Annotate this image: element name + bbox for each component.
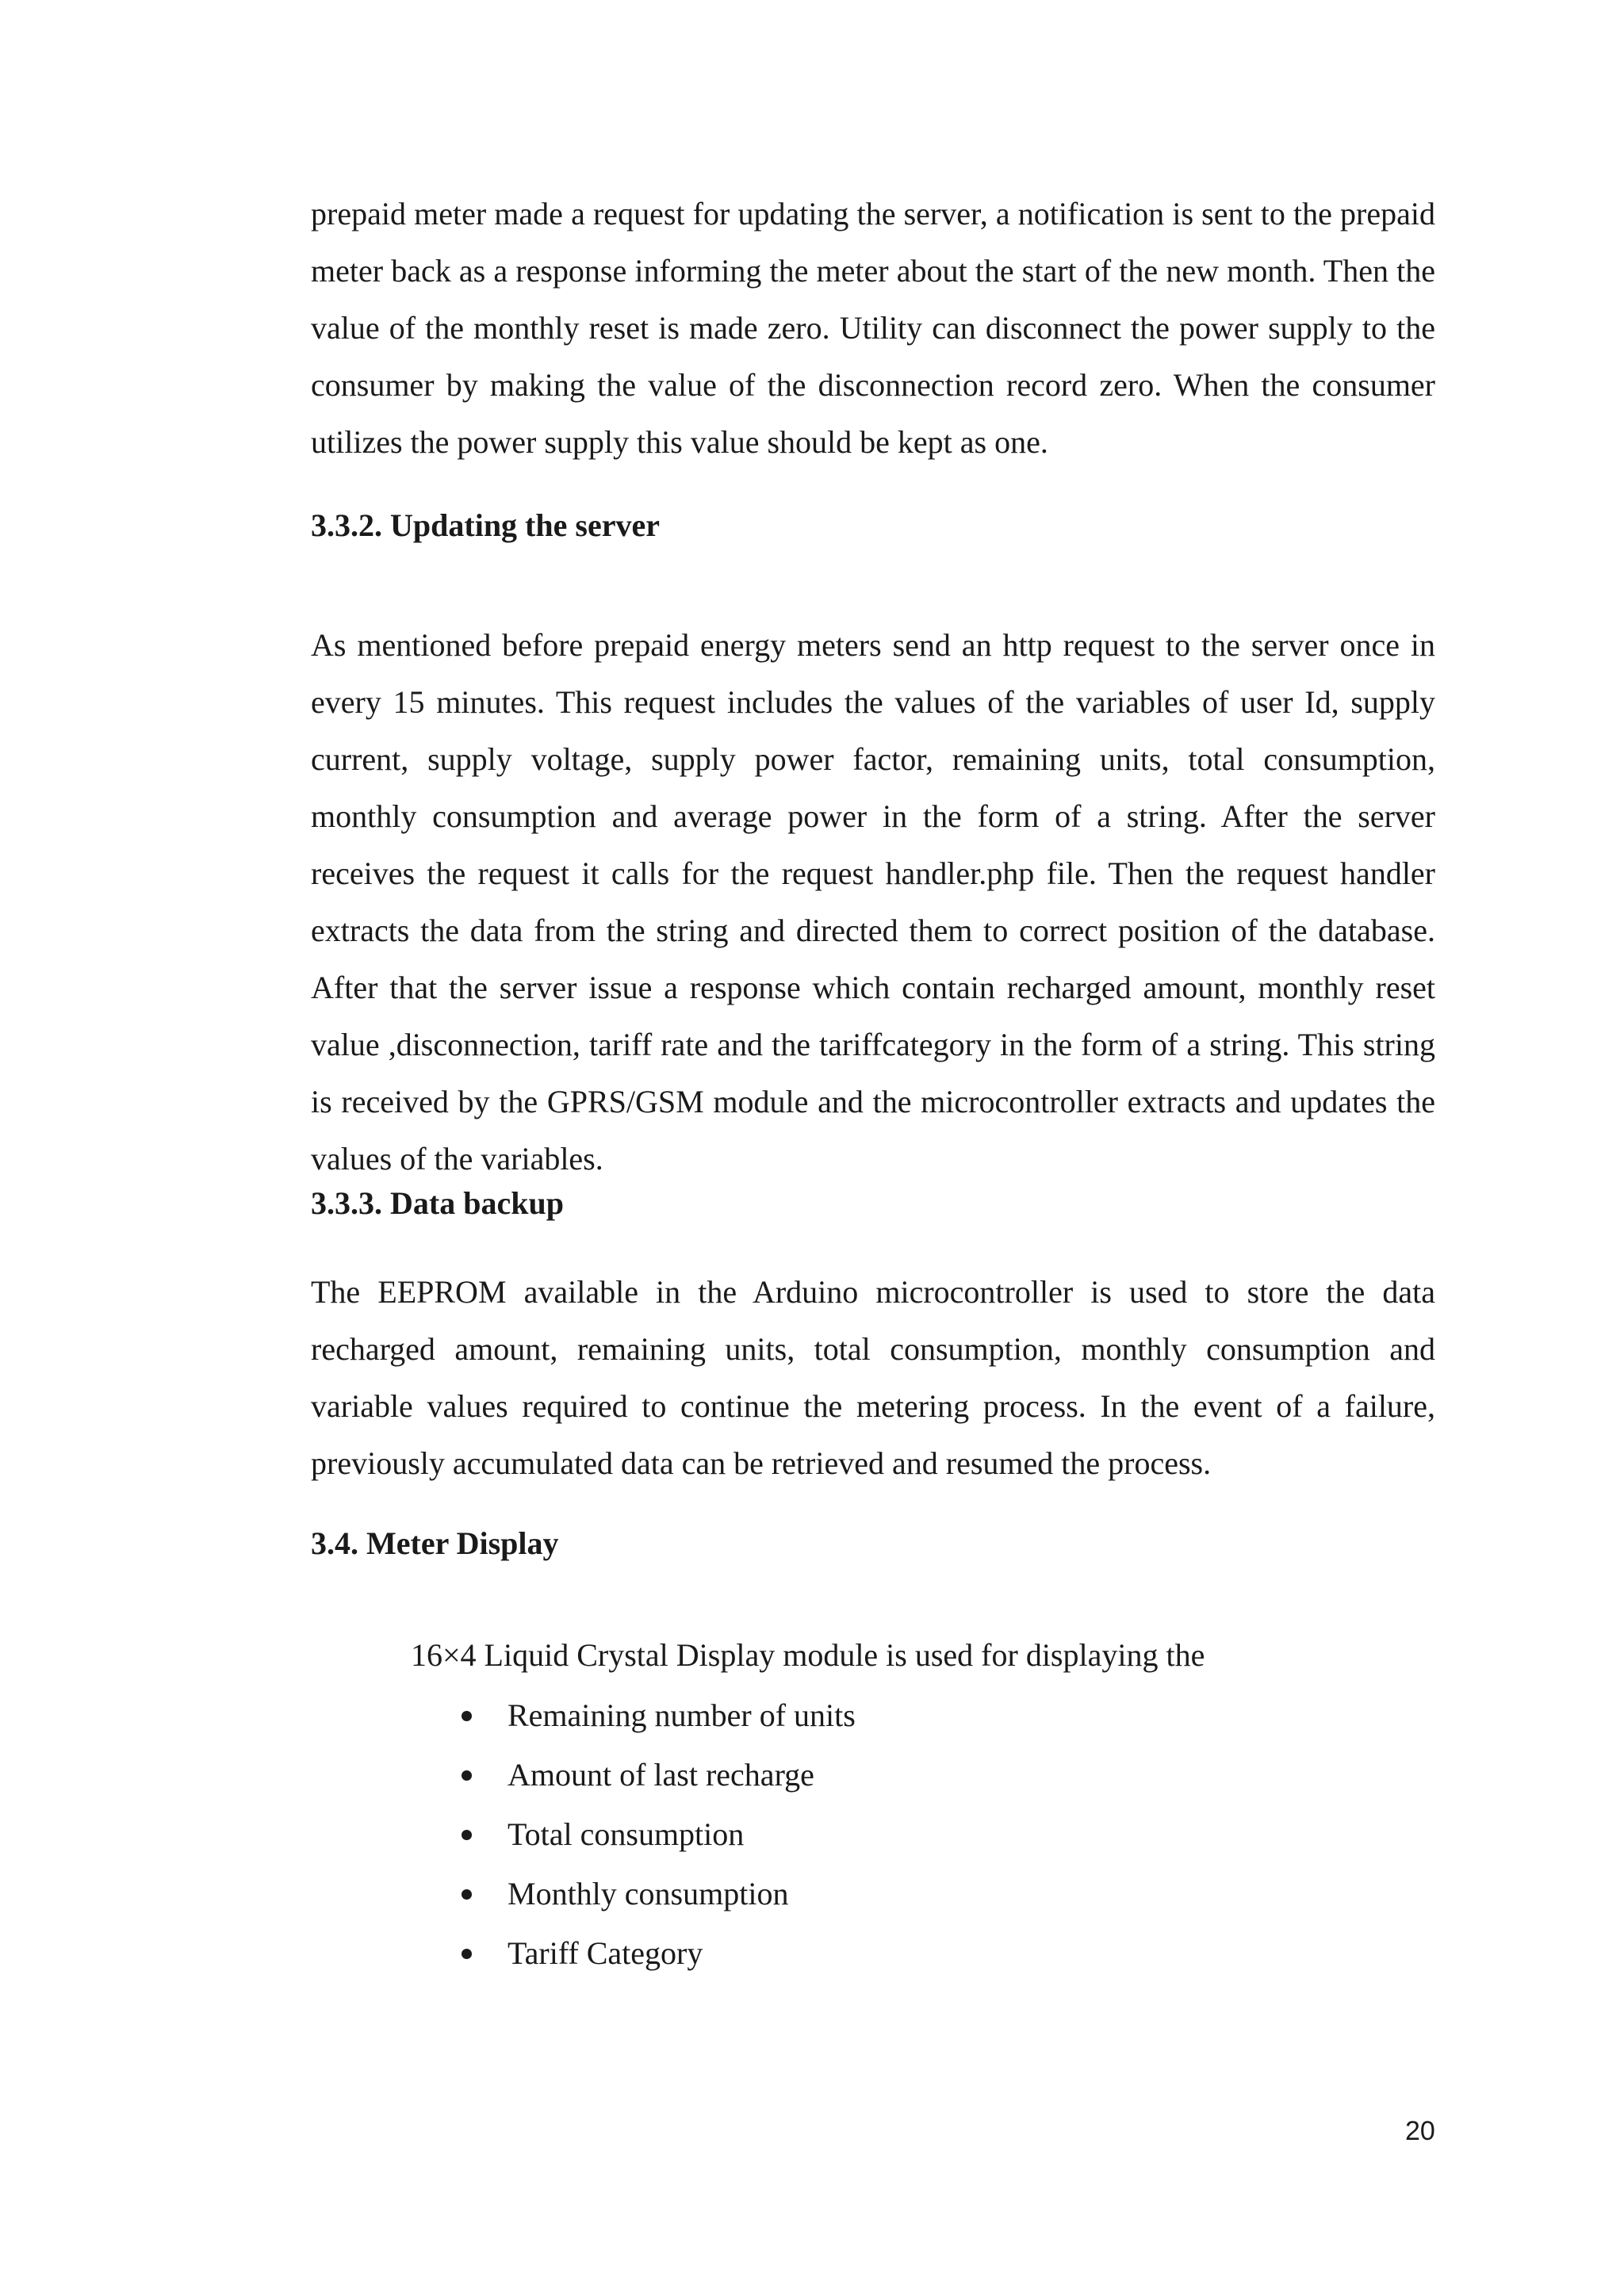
- paragraph-monthly-reset: prepaid meter made a request for updating the server, a notification is sent to the prepaid meter back as a response informing the meter about the start of the new month. Then the value of the monthly reset is made zero. Utility can disconnect the power supply to the consumer by making the value of the disconnection record zero. When the consumer utilizes the power supply this value should be kept as one.: [311, 196, 1435, 460]
- list-item-label: Total consumption: [508, 1816, 745, 1852]
- heading-data-backup: 3.3.3. Data backup: [311, 1185, 564, 1221]
- bullet-icon: [462, 1949, 472, 1959]
- bullet-icon: [462, 1889, 472, 1900]
- display-items-list: [452, 1692, 856, 1989]
- list-item: [452, 1692, 856, 1751]
- display-intro-text: 16×4 Liquid Crystal Display module is used for displaying the: [411, 1637, 1205, 1673]
- heading-updating-the-server: 3.3.2. Updating the server: [311, 507, 660, 543]
- bullet-icon: [462, 1711, 472, 1721]
- paragraph-updating-the-server: As mentioned before prepaid energy meters send an http request to the server once in every 15 minutes. This request includes the values of the variables of user Id, supply current, supply voltage, supply power factor, remaining units, total consumption, monthly consumption and average power in the form of a string. After the server receives the request it calls for the request handler.php file. Then the request handler extracts the data from the string and directed them to correct position of the database. After that the server issue a response which contain recharged amount, monthly reset value ,disconnection, tariff rate and the tariffcategory in the form of a string. This string is received by the GPRS/GSM module and the microcontroller extracts and updates the values of the variables.: [311, 627, 1435, 1177]
- list-item: [452, 1870, 856, 1930]
- bullet-icon: [462, 1770, 472, 1781]
- list-item-label: Monthly consumption: [508, 1876, 789, 1911]
- list-item: [452, 1930, 856, 1989]
- bullet-icon: [462, 1830, 472, 1840]
- list-item: [452, 1751, 856, 1811]
- list-item-label: Amount of last recharge: [508, 1757, 814, 1793]
- list-item-label: Tariff Category: [508, 1935, 703, 1971]
- paragraph-data-backup: The EEPROM available in the Arduino microcontroller is used to store the data recharged amount, remaining units, total consumption, monthly consumption and variable values required to continue the metering process. In the event of a failure, previously accumulated data can be retrieved and resumed the process.: [311, 1274, 1435, 1481]
- list-item-label: Remaining number of units: [508, 1697, 856, 1733]
- page-number: 20: [1405, 2116, 1435, 2146]
- list-item: [452, 1811, 856, 1870]
- heading-meter-display: 3.4. Meter Display: [311, 1525, 559, 1561]
